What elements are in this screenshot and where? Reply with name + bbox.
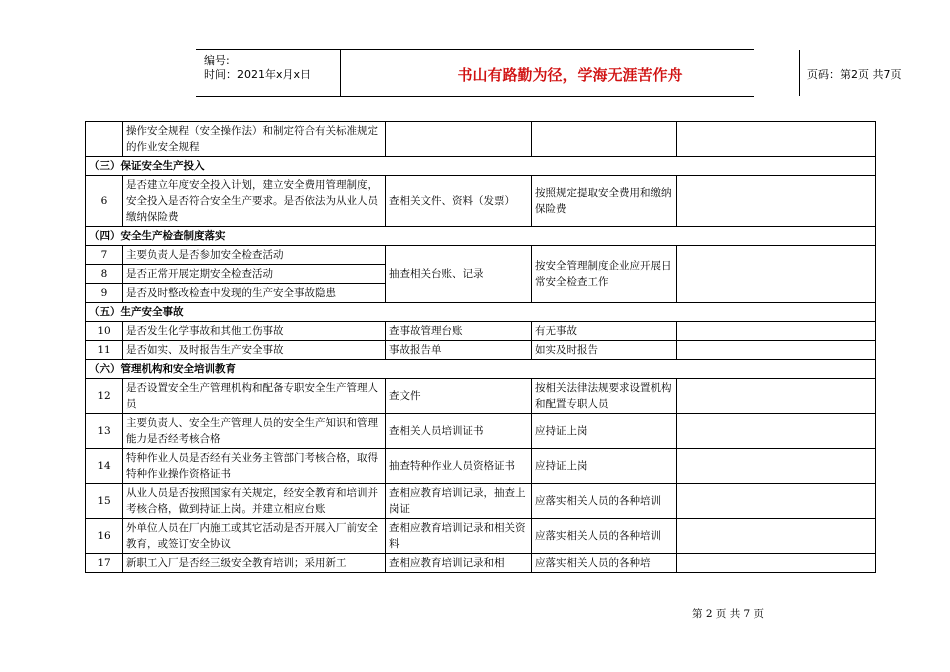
header-page-code: 页码：第2页 共7页	[807, 68, 902, 81]
table-row	[86, 484, 876, 519]
check-result	[677, 122, 876, 157]
check-item: 是否如实、及时报告生产安全事故	[123, 341, 386, 360]
item-number: 13	[86, 414, 123, 449]
check-method: 查文件	[386, 379, 532, 414]
section-title: （三）保证安全生产投入	[86, 157, 876, 176]
page-footer: 第 2 页 共 7 页	[692, 608, 765, 620]
item-number: 8	[86, 265, 123, 284]
table-row	[86, 176, 876, 227]
item-number: 12	[86, 379, 123, 414]
item-number: 10	[86, 322, 123, 341]
table-row	[86, 554, 876, 573]
item-number: 14	[86, 449, 123, 484]
check-standard	[532, 122, 677, 157]
check-item: 主要负责人、安全生产管理人员的安全生产知识和管理能力是否经考核合格	[123, 414, 386, 449]
check-standard: 应落实相关人员的各种培训	[532, 484, 677, 519]
check-standard: 应持证上岗	[532, 414, 677, 449]
check-item: 新职工入厂是否经三级安全教育培训；采用新工	[123, 554, 386, 573]
check-method: 查相应教育培训记录和相	[386, 554, 532, 573]
check-item: 是否发生化学事故和其他工伤事故	[123, 322, 386, 341]
check-item: 外单位人员在厂内施工或其它活动是否开展入厂前安全教育，或签订安全协议	[123, 519, 386, 554]
table-row	[86, 519, 876, 554]
inspection-table	[85, 121, 876, 573]
check-method: 抽查特种作业人员资格证书	[386, 449, 532, 484]
document-number-label: 编号:	[204, 54, 230, 67]
check-result	[677, 449, 876, 484]
item-number: 16	[86, 519, 123, 554]
check-result	[677, 322, 876, 341]
check-result	[677, 519, 876, 554]
header-motto: 书山有路勤为径，学海无涯苦作舟	[457, 66, 683, 84]
item-number: 15	[86, 484, 123, 519]
item-number: 17	[86, 554, 123, 573]
header-id-cell	[196, 50, 340, 96]
check-item: 从业人员是否按照国家有关规定，经安全教育和培训并考核合格，做到持证上岗。并建立相应台账	[123, 484, 386, 519]
section-header-row	[86, 227, 876, 246]
header-page-cell	[799, 50, 949, 96]
check-method: 查相关文件、资料（发票）	[386, 176, 532, 227]
check-standard: 按照规定提取安全费用和缴纳保险费	[532, 176, 677, 227]
table-row	[86, 449, 876, 484]
check-standard: 按相关法律法规要求设置机构和配置专职人员	[532, 379, 677, 414]
check-item: 操作安全规程（安全操作法）和制定符合有关标准规定的作业安全规程	[123, 122, 386, 157]
section-header-row	[86, 157, 876, 176]
document-header	[196, 49, 902, 97]
item-number: 11	[86, 341, 123, 360]
section-header-row	[86, 303, 876, 322]
check-standard: 按安全管理制度企业应开展日常安全检查工作	[532, 246, 677, 303]
check-result	[677, 379, 876, 414]
header-motto-cell	[340, 50, 800, 96]
table-row	[86, 322, 876, 341]
check-item: 是否设置安全生产管理机构和配备专职安全生产管理人员	[123, 379, 386, 414]
table-row	[86, 122, 876, 157]
item-number: 9	[86, 284, 123, 303]
check-standard: 应持证上岗	[532, 449, 677, 484]
document-time-label: 时间：2021年x月x日	[204, 68, 312, 81]
check-item: 主要负责人是否参加安全检查活动	[123, 246, 386, 265]
table-row	[86, 246, 876, 265]
check-item: 是否正常开展定期安全检查活动	[123, 265, 386, 284]
check-result	[677, 246, 876, 303]
item-number: 7	[86, 246, 123, 265]
check-result	[677, 414, 876, 449]
check-method: 查相应教育培训记录和相关资料	[386, 519, 532, 554]
section-title: （六）管理机构和安全培训教育	[86, 360, 876, 379]
check-method: 抽查相关台账、记录	[386, 246, 532, 303]
check-method: 查相应教育培训记录，抽查上岗证	[386, 484, 532, 519]
check-result	[677, 176, 876, 227]
check-method: 事故报告单	[386, 341, 532, 360]
check-standard: 应落实相关人员的各种培	[532, 554, 677, 573]
section-title: （四）安全生产检查制度落实	[86, 227, 876, 246]
check-standard: 有无事故	[532, 322, 677, 341]
check-standard: 如实及时报告	[532, 341, 677, 360]
check-item: 特种作业人员是否经有关业务主管部门考核合格，取得特种作业操作资格证书	[123, 449, 386, 484]
item-number	[86, 122, 123, 157]
section-title: （五）生产安全事故	[86, 303, 876, 322]
check-method: 查事故管理台账	[386, 322, 532, 341]
check-result	[677, 341, 876, 360]
check-standard: 应落实相关人员的各种培训	[532, 519, 677, 554]
check-method: 查相关人员培训证书	[386, 414, 532, 449]
check-result	[677, 554, 876, 573]
check-item: 是否建立年度安全投入计划，建立安全费用管理制度，安全投入是否符合安全生产要求。是否依法为从业人员缴纳保险费	[123, 176, 386, 227]
item-number: 6	[86, 176, 123, 227]
table-row	[86, 341, 876, 360]
table-row	[86, 379, 876, 414]
table-row	[86, 414, 876, 449]
check-result	[677, 484, 876, 519]
check-method	[386, 122, 532, 157]
section-header-row	[86, 360, 876, 379]
check-item: 是否及时整改检查中发现的生产安全事故隐患	[123, 284, 386, 303]
